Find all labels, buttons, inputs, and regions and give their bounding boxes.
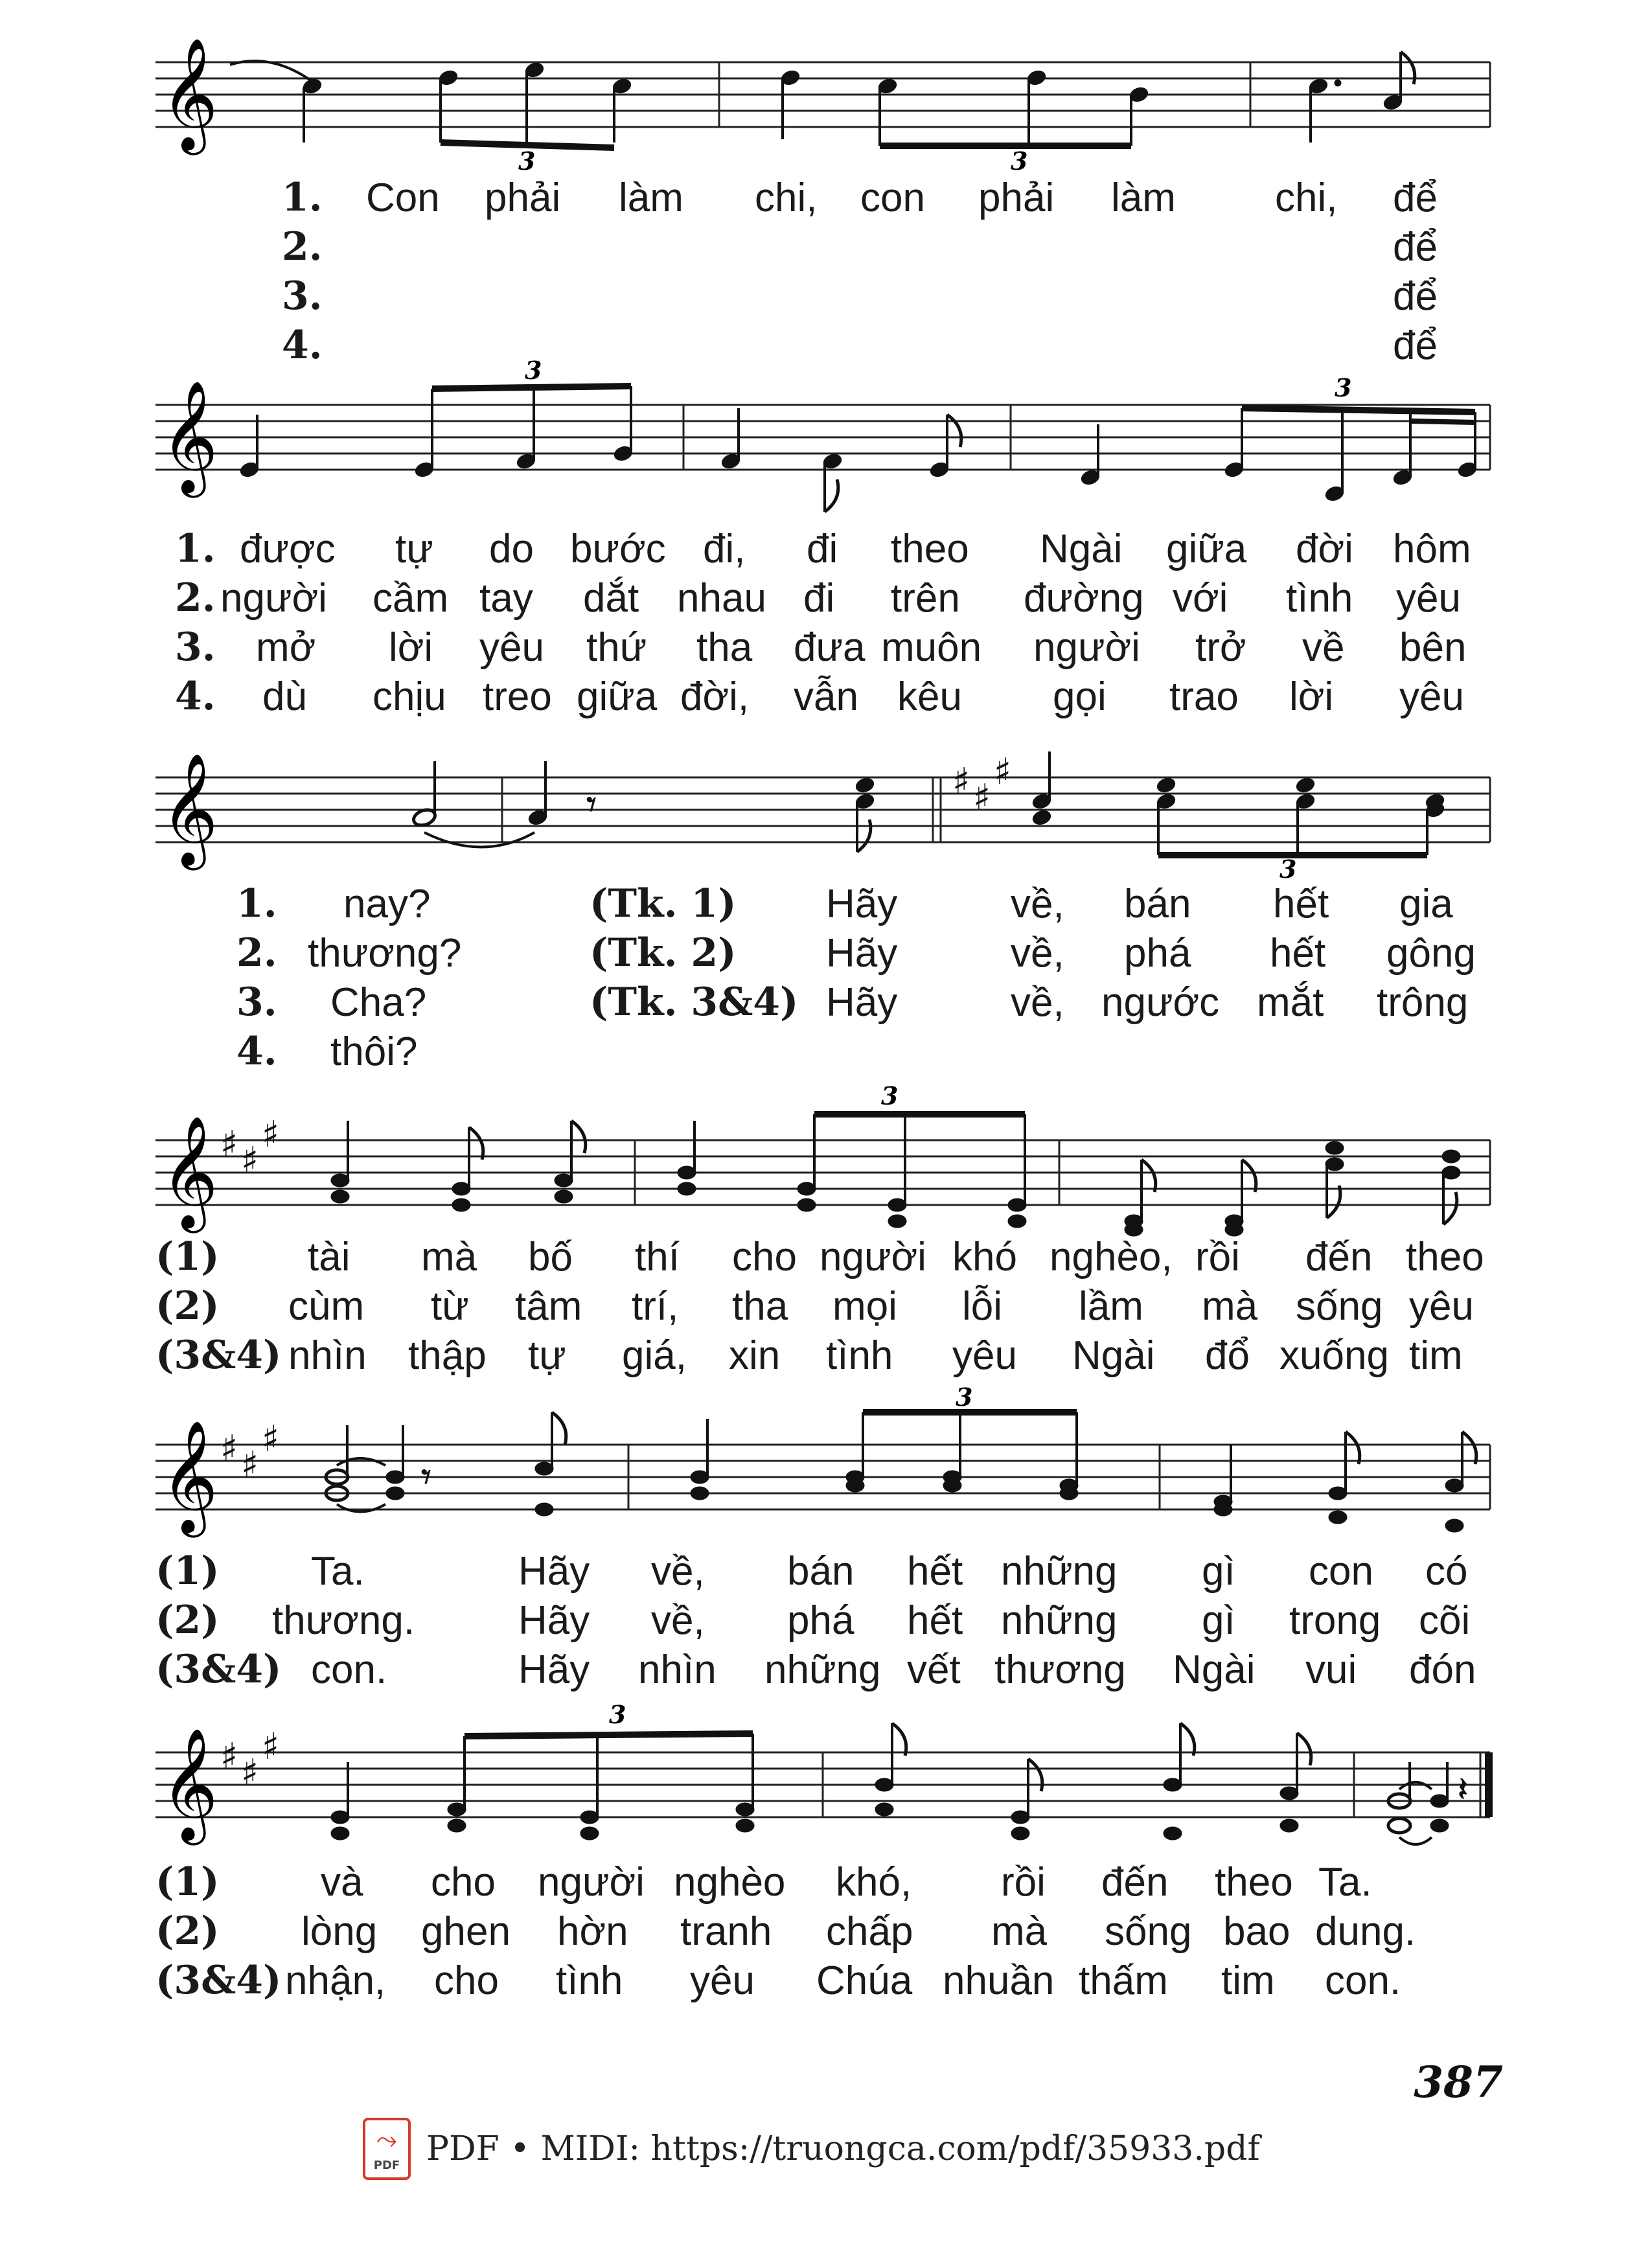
lyric-line-verse-4: [0, 674, 1652, 726]
lyric-line-verse-2: [0, 224, 1652, 276]
lyric-line-verse-3: [0, 1333, 1652, 1384]
lyric-word: hết: [907, 1598, 963, 1643]
lyric-word: lòng: [301, 1909, 378, 1954]
lyric-word: nhau: [677, 576, 766, 621]
lyric-word: về,: [1011, 931, 1064, 976]
staff-lines: [155, 1140, 1490, 1205]
lyric-word: Ngài: [1072, 1333, 1155, 1378]
verse-number: (1): [155, 1548, 220, 1594]
lyric-line-verse-3: [0, 1958, 1652, 2010]
lyric-word: con.: [311, 1647, 387, 1692]
final-barline: [1485, 1752, 1493, 1817]
notes: [326, 1412, 1476, 1532]
lyric-word: giữa: [1166, 527, 1247, 571]
lyric-word: để: [1393, 176, 1438, 220]
lyric-line-verse-3: [0, 980, 1652, 1031]
svg-text:♯: ♯: [952, 761, 970, 803]
lyric-word: gọi: [1053, 674, 1107, 719]
lyric-word: mà: [1202, 1284, 1258, 1329]
lyric-line-verse-1: [0, 526, 1652, 578]
lyric-word: xuống: [1279, 1333, 1389, 1378]
triplet-mark: 3: [881, 1081, 899, 1110]
key-signature-a-major: [220, 1418, 279, 1486]
lyric-word: trong: [1289, 1598, 1381, 1643]
lyric-word: để: [1393, 225, 1438, 269]
lyric-word: nay?: [343, 882, 431, 926]
lyric-word: hết: [1270, 931, 1326, 976]
verse-number: 1.: [175, 526, 216, 571]
lyric-word: thương.: [272, 1598, 415, 1643]
lyric-word: cho: [431, 1860, 496, 1905]
lyric-word: nhận,: [285, 1958, 386, 2003]
lyric-word: gông: [1386, 931, 1476, 976]
lyric-word: cho: [434, 1958, 499, 2003]
lyric-word: chi,: [1275, 176, 1338, 220]
treble-clef: 𝄞: [161, 753, 218, 866]
lyric-word: đưa: [794, 625, 866, 670]
lyric-word: Chúa: [816, 1958, 913, 2003]
lyric-word: để: [1393, 274, 1438, 319]
lyric-word: và: [321, 1860, 363, 1905]
lyric-line-verse-4: [0, 1029, 1652, 1081]
triplet-mark: 3: [609, 1700, 626, 1729]
lyric-word: Hãy: [826, 882, 898, 926]
lyric-word: yêu: [1396, 576, 1461, 621]
lyric-word: mọi: [832, 1284, 897, 1329]
verse-number: (3&4): [155, 1333, 282, 1378]
lyric-word: gia: [1399, 882, 1453, 926]
svg-text:♯: ♯: [262, 1114, 280, 1156]
lyric-word: tha: [696, 625, 753, 670]
lyric-word: vui: [1305, 1647, 1357, 1692]
lyric-word: chấp: [826, 1909, 913, 1954]
lyric-word: trên: [891, 576, 960, 621]
lyric-word: về,: [651, 1598, 705, 1643]
lyric-word: vẫn: [794, 674, 858, 719]
treble-clef: 𝄞: [161, 38, 218, 150]
lyric-word: nhìn: [638, 1647, 717, 1692]
notes: [301, 52, 1414, 148]
lyric-word: hôm: [1393, 527, 1471, 571]
lyric-word: người: [820, 1235, 926, 1279]
lyric-word: Ta.: [311, 1549, 365, 1594]
lyric-word: tranh: [680, 1909, 772, 1954]
lyric-word: Hãy: [518, 1647, 590, 1692]
lyric-word: Con: [366, 176, 440, 220]
svg-text:♯: ♯: [262, 1418, 280, 1460]
lyric-word: trao: [1169, 674, 1239, 719]
lyric-line-verse-2: [0, 1598, 1652, 1649]
svg-text:♯: ♯: [994, 751, 1012, 793]
lyric-word: thấm: [1079, 1958, 1168, 2003]
lyric-line-verse-1: [0, 1234, 1652, 1286]
lyric-word: theo: [1406, 1235, 1484, 1279]
triplet-mark: 3: [518, 146, 536, 176]
lyric-word: yêu: [1399, 674, 1464, 719]
verse-number: 3.: [282, 273, 323, 319]
footer-link[interactable]: [363, 2113, 1260, 2184]
lyric-word: những: [764, 1647, 881, 1692]
tune-label: (Tk. 2): [590, 930, 737, 976]
lyric-word: về,: [1011, 882, 1064, 926]
lyric-word: giá,: [622, 1333, 687, 1378]
svg-text:♯: ♯: [973, 777, 991, 819]
lyric-word: mà: [421, 1235, 477, 1279]
triplet-mark: 3: [1335, 373, 1352, 402]
lyric-word: thương: [994, 1647, 1126, 1692]
lyric-word: trí,: [632, 1284, 679, 1329]
lyric-line-verse-2: [0, 575, 1652, 627]
lyric-word: mở: [256, 625, 316, 670]
verse-number: 2.: [282, 224, 323, 269]
key-signature-a-major: [220, 1114, 279, 1182]
lyric-word: yêu: [1409, 1284, 1474, 1329]
triplet-mark: 3: [525, 356, 542, 385]
lyric-word: hết: [1273, 882, 1329, 926]
lyric-word: Ngài: [1173, 1647, 1256, 1692]
lyric-word: gì: [1202, 1598, 1235, 1643]
treble-clef: 𝄞: [161, 1420, 218, 1533]
lyric-word: dung.: [1315, 1909, 1416, 1954]
lyric-word: ghen: [421, 1909, 511, 1954]
lyric-word: thí: [635, 1235, 680, 1279]
lyric-word: đến: [1305, 1235, 1373, 1279]
tune-label: (Tk. 1): [590, 881, 737, 926]
key-signature-a-major: [952, 751, 1011, 819]
lyric-word: bao: [1223, 1909, 1291, 1954]
lyric-word: lời: [1289, 674, 1334, 719]
lyric-word: tình: [1286, 576, 1353, 621]
lyric-word: thập: [408, 1333, 487, 1378]
lyric-line-verse-3: [0, 1647, 1652, 1699]
lyric-word: đi: [803, 576, 835, 621]
lyric-word: tim: [1221, 1958, 1275, 2003]
notes: [411, 751, 1445, 855]
svg-text:𝄾: 𝄾: [421, 1454, 431, 1500]
lyric-word: muôn: [881, 625, 982, 670]
lyric-word: tình: [826, 1333, 893, 1378]
lyric-word: sống: [1105, 1909, 1192, 1954]
lyric-word: lỗi: [962, 1284, 1003, 1329]
lyric-word: từ: [431, 1284, 469, 1329]
lyric-word: lời: [389, 625, 433, 670]
lyric-word: bán: [787, 1549, 855, 1594]
verse-number: 3.: [236, 980, 277, 1025]
lyric-word: đi: [807, 527, 838, 571]
lyric-word: đi,: [703, 527, 746, 571]
verse-number: 4.: [236, 1029, 277, 1074]
treble-clef: 𝄞: [161, 380, 218, 493]
verse-number: (3&4): [155, 1647, 282, 1692]
staff-lines: [155, 405, 1490, 470]
lyric-word: nghèo: [674, 1860, 786, 1905]
lyric-word: đời: [1296, 527, 1353, 571]
lyric-word: theo: [891, 527, 969, 571]
lyric-word: thứ: [586, 625, 647, 670]
lyric-word: rồi: [1001, 1860, 1046, 1905]
verse-number: (2): [155, 1598, 220, 1643]
lyric-word: với: [1173, 576, 1228, 621]
lyric-word: con: [1309, 1549, 1373, 1594]
lyric-word: về: [1302, 625, 1345, 670]
lyric-word: rồi: [1195, 1235, 1240, 1279]
lyric-word: làm: [619, 176, 683, 220]
lyric-word: cho: [732, 1235, 797, 1279]
lyric-word: thôi?: [330, 1029, 418, 1074]
lyric-word: con.: [1325, 1958, 1401, 2003]
lyric-word: người: [220, 576, 327, 621]
lyric-line-verse-1: [0, 1548, 1652, 1600]
svg-text:♯: ♯: [220, 1428, 238, 1470]
lyric-word: Ta.: [1318, 1860, 1372, 1905]
lyric-word: dắt: [583, 576, 639, 621]
verse-number: (3&4): [155, 1958, 282, 2003]
lyric-word: hờn: [557, 1909, 628, 1954]
svg-text:♯: ♯: [241, 1444, 259, 1486]
page-number: 387: [1414, 2057, 1503, 2107]
lyric-word: chịu: [373, 674, 446, 719]
notes: [331, 1114, 1460, 1236]
treble-clef: 𝄞: [161, 1728, 218, 1840]
svg-text:♯: ♯: [262, 1726, 280, 1768]
lyric-word: nhìn: [288, 1333, 367, 1378]
staff-lines: [155, 1445, 1490, 1509]
verse-number: (2): [155, 1909, 220, 1954]
lyric-word: về,: [651, 1549, 705, 1594]
lyric-word: đổ: [1205, 1333, 1250, 1378]
lyric-word: Hãy: [518, 1549, 590, 1594]
lyric-word: trông: [1377, 980, 1469, 1025]
verse-number: 4.: [282, 323, 323, 368]
tie: [230, 61, 314, 83]
staff-lines: [155, 62, 1490, 127]
lyric-word: gì: [1202, 1549, 1235, 1594]
lyric-word: nghèo,: [1050, 1235, 1173, 1279]
lyric-word: đường: [1024, 576, 1144, 621]
lyric-word: có: [1425, 1549, 1468, 1594]
lyric-word: giữa: [577, 674, 658, 719]
verse-number: (1): [155, 1859, 220, 1905]
lyric-word: nhuần: [943, 1958, 1055, 2003]
staff-system-4: [0, 1081, 1652, 1231]
lyric-line-verse-3: [0, 625, 1652, 676]
lyric-word: tài: [308, 1235, 350, 1279]
lyric-word: do: [489, 527, 534, 571]
triplet-mark: 3: [956, 1382, 973, 1412]
tie: [1399, 1837, 1432, 1844]
lyric-word: người: [1033, 625, 1140, 670]
tie: [424, 832, 534, 847]
triplet-mark: 3: [1279, 854, 1297, 884]
lyric-word: mà: [991, 1909, 1048, 1954]
lyric-word: đến: [1101, 1860, 1169, 1905]
lyric-word: bố: [528, 1235, 573, 1279]
lyric-word: những: [1001, 1549, 1118, 1594]
lyric-word: tâm: [515, 1284, 582, 1329]
verse-number: 1.: [282, 175, 323, 220]
lyric-word: khó: [952, 1235, 1017, 1279]
svg-text:♯: ♯: [220, 1736, 238, 1778]
svg-text:𝄽: 𝄽: [1458, 1771, 1468, 1809]
lyric-word: phải: [485, 176, 561, 220]
lyric-word: Hãy: [518, 1598, 590, 1643]
lyric-word: làm: [1111, 176, 1176, 220]
lyric-word: treo: [483, 674, 552, 719]
lyric-word: phá: [1124, 931, 1191, 976]
acrobat-swoosh-icon: ⤳: [376, 2125, 397, 2155]
verse-number: 2.: [236, 930, 277, 976]
lyric-line-verse-2: [0, 930, 1652, 982]
lyric-word: con: [860, 176, 925, 220]
lyric-word: mắt: [1257, 980, 1324, 1025]
verse-number: 2.: [175, 575, 216, 621]
verse-number: 3.: [175, 625, 216, 670]
lyric-word: đón: [1409, 1647, 1476, 1692]
lyric-word: khó,: [836, 1860, 912, 1905]
lyric-word: ngước: [1101, 980, 1220, 1025]
key-signature-a-major: [220, 1726, 279, 1794]
lyric-word: bên: [1399, 625, 1467, 670]
lyric-line-verse-3: [0, 273, 1652, 325]
staff-system-5: [0, 1382, 1652, 1542]
treble-clef: 𝄞: [161, 1116, 218, 1228]
lyric-line-verse-1: [0, 175, 1652, 227]
triplet-mark: 3: [1011, 146, 1028, 176]
lyric-word: về,: [1011, 980, 1064, 1025]
lyric-word: Hãy: [826, 980, 898, 1025]
lyric-word: thương?: [308, 931, 462, 976]
lyric-word: bán: [1124, 882, 1191, 926]
lyric-word: xin: [729, 1333, 781, 1378]
lyric-line-verse-2: [0, 1283, 1652, 1335]
lyric-word: tha: [732, 1284, 788, 1329]
svg-text:♯: ♯: [220, 1123, 238, 1165]
staff-system-3: [0, 739, 1652, 888]
lyric-line-verse-1: [0, 881, 1652, 933]
svg-text:♯: ♯: [241, 1752, 259, 1794]
lyric-word: kêu: [897, 674, 962, 719]
lyric-word: lầm: [1079, 1284, 1143, 1329]
staff-lines: [155, 777, 1490, 842]
lyric-word: yêu: [479, 625, 544, 670]
tune-label: (Tk. 3&4): [590, 980, 799, 1025]
lyric-word: chi,: [755, 176, 818, 220]
lyric-word: cõi: [1419, 1598, 1471, 1643]
lyric-word: tự: [395, 527, 433, 571]
svg-text:𝄾: 𝄾: [586, 782, 597, 827]
pdf-file-icon[interactable]: [363, 2118, 411, 2180]
lyric-word: được: [240, 527, 336, 571]
tie: [337, 1504, 385, 1512]
lyric-word: dù: [262, 674, 307, 719]
lyric-word: Ngài: [1040, 527, 1123, 571]
lyric-word: tự: [528, 1333, 566, 1378]
verse-number: 1.: [236, 881, 277, 926]
lyric-word: yêu: [952, 1333, 1017, 1378]
lyric-word: Hãy: [826, 931, 898, 976]
lyric-word: Cha?: [330, 980, 427, 1025]
lyric-word: người: [538, 1860, 645, 1905]
staff-system-1: [0, 39, 1652, 188]
lyric-word: để: [1393, 323, 1438, 368]
lyric-word: hết: [907, 1549, 963, 1594]
lyric-word: phá: [787, 1598, 855, 1643]
verse-number: (1): [155, 1234, 220, 1279]
lyric-word: theo: [1215, 1860, 1293, 1905]
staff-system-2: [0, 350, 1652, 518]
lyric-word: cầm: [373, 576, 449, 621]
lyric-line-verse-1: [0, 1859, 1652, 1911]
lyric-line-verse-2: [0, 1909, 1652, 1960]
lyric-word: phải: [978, 176, 1055, 220]
lyric-word: vết: [907, 1647, 961, 1692]
lyric-word: những: [1001, 1598, 1118, 1643]
lyric-word: đời,: [680, 674, 750, 719]
svg-text:♯: ♯: [241, 1140, 259, 1182]
lyric-word: sống: [1296, 1284, 1383, 1329]
verse-number: 4.: [175, 674, 216, 719]
lyric-word: trở: [1195, 625, 1246, 670]
lyric-word: tim: [1409, 1333, 1463, 1378]
lyric-word: cùm: [288, 1284, 365, 1329]
pdf-icon-label: PDF: [373, 2159, 400, 2172]
lyric-word: tình: [556, 1958, 623, 2003]
staff-system-6: [0, 1700, 1652, 1859]
lyric-word: tay: [479, 576, 533, 621]
footer-text[interactable]: PDF • MIDI: https://truongca.com/pdf/35933.pdf: [426, 2129, 1260, 2168]
lyric-word: bước: [570, 527, 666, 571]
verse-number: (2): [155, 1283, 220, 1329]
lyric-word: yêu: [690, 1958, 755, 2003]
